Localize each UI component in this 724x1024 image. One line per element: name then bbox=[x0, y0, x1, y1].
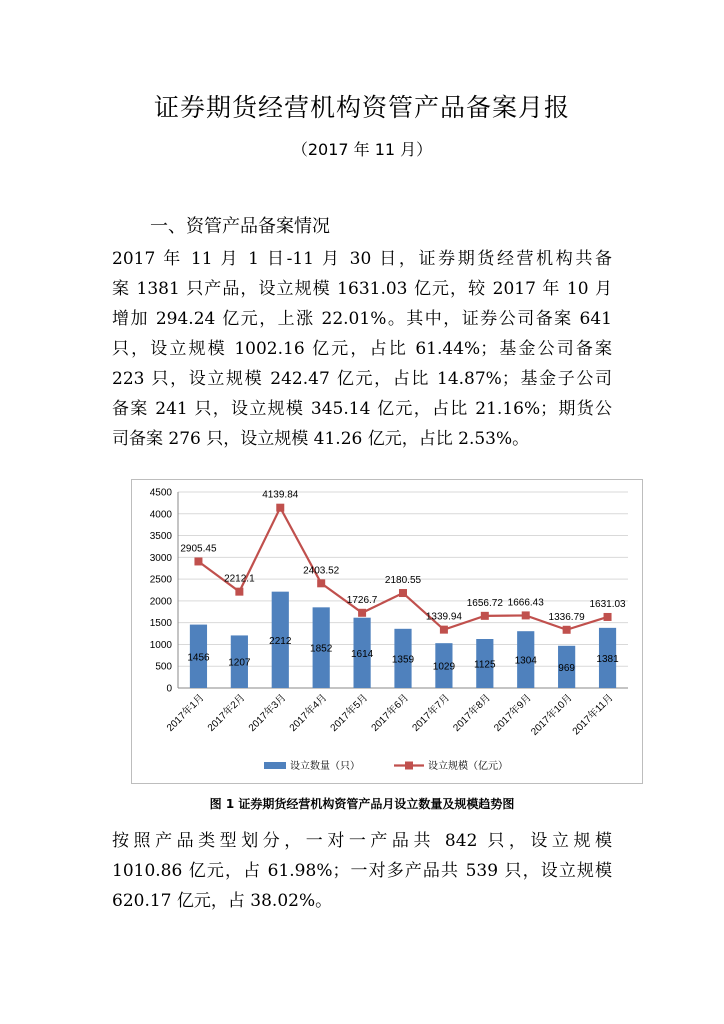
line-marker bbox=[358, 609, 366, 617]
summary-paragraph bbox=[112, 244, 612, 454]
y-tick-label: 2000 bbox=[149, 596, 172, 608]
figure-caption: 图 1 证券期货经营机构资管产品月设立数量及规模趋势图 bbox=[209, 797, 515, 811]
bar-data-label: 969 bbox=[558, 662, 575, 674]
x-category-label: 2017年3月 bbox=[246, 692, 289, 734]
x-category-label: 2017年8月 bbox=[451, 692, 493, 734]
line-marker bbox=[522, 611, 530, 619]
paragraph-line: 增加 294.24 亿元，上涨 22.01%。其中，证券公司备案 641 bbox=[112, 309, 612, 329]
line-data-label: 2212.1 bbox=[224, 573, 255, 585]
paragraph-line: 只，设立规模 1002.16 亿元，占比 61.44%；基金公司备案 bbox=[112, 339, 612, 359]
line-marker bbox=[317, 579, 325, 587]
x-category-label: 2017年7月 bbox=[410, 692, 453, 734]
x-category-label: 2017年6月 bbox=[369, 692, 412, 734]
bar-data-label: 1207 bbox=[228, 657, 251, 669]
bar-data-label: 1456 bbox=[187, 652, 210, 664]
y-tick-label: 3000 bbox=[149, 552, 172, 564]
y-tick-label: 0 bbox=[166, 683, 172, 695]
line-marker bbox=[604, 613, 612, 621]
line-data-label: 1336.79 bbox=[548, 611, 585, 623]
line-data-label: 2905.45 bbox=[180, 543, 217, 555]
bar-data-label: 1359 bbox=[391, 654, 415, 666]
line-data-label: 2403.52 bbox=[303, 565, 340, 577]
legend-line-marker bbox=[405, 762, 413, 770]
y-tick-label: 4500 bbox=[149, 487, 172, 499]
x-category-label: 2017年4月 bbox=[287, 692, 330, 734]
line-data-label: 1666.43 bbox=[507, 597, 544, 609]
legend-line-label: 设立规模（亿元） bbox=[428, 761, 508, 772]
line-data-label: 1656.72 bbox=[466, 597, 503, 609]
legend-bar-swatch bbox=[264, 762, 286, 769]
y-tick-label: 4000 bbox=[149, 509, 172, 521]
x-category-label: 2017年1月 bbox=[164, 692, 207, 734]
bar-data-label: 1304 bbox=[514, 655, 537, 667]
bar-data-label: 1125 bbox=[474, 659, 496, 671]
paragraph-line: 司备案 276 只，设立规模 41.26 亿元，占比 2.53%。 bbox=[112, 429, 530, 449]
x-category-label: 2017年2月 bbox=[205, 692, 248, 734]
line-marker bbox=[194, 557, 202, 565]
bar-data-label: 2212 bbox=[269, 635, 292, 647]
report-period: （2017 年 11 月） bbox=[291, 140, 433, 159]
bar-data-label: 1381 bbox=[596, 653, 619, 665]
line-marker bbox=[235, 588, 243, 596]
line-data-label: 1631.03 bbox=[589, 598, 626, 610]
x-category-label: 2017年5月 bbox=[328, 692, 371, 734]
product-type-paragraph bbox=[112, 826, 612, 916]
paragraph-line: 223 只，设立规模 242.47 亿元，占比 14.87%；基金子公司 bbox=[112, 369, 612, 389]
paragraph-line: 1010.86 亿元，占 61.98%；一对多产品共 539 只，设立规模 bbox=[112, 861, 612, 881]
line-marker bbox=[276, 504, 284, 512]
line-marker bbox=[399, 589, 407, 597]
x-category-label: 2017年10月 bbox=[529, 692, 575, 738]
line-marker bbox=[481, 612, 489, 620]
line-marker bbox=[563, 626, 571, 634]
y-tick-label: 1000 bbox=[149, 639, 172, 651]
bar-data-label: 1614 bbox=[350, 648, 374, 660]
line-data-label: 2180.55 bbox=[384, 575, 422, 587]
y-tick-label: 2500 bbox=[149, 574, 172, 586]
line-marker bbox=[440, 626, 448, 634]
paragraph-line: 2017 年 11 月 1 日-11 月 30 日，证券期货经营机构共备 bbox=[112, 249, 612, 269]
line-data-label: 4139.84 bbox=[262, 489, 299, 501]
x-category-label: 2017年11月 bbox=[570, 692, 616, 738]
paragraph-line: 案 1381 只产品，设立规模 1631.03 亿元，较 2017 年 10 月 bbox=[112, 279, 612, 299]
line-data-label: 1726.7 bbox=[346, 594, 378, 606]
bar-data-label: 1852 bbox=[310, 643, 333, 655]
line-scale bbox=[198, 508, 607, 630]
trend-chart bbox=[131, 479, 643, 784]
y-tick-label: 3500 bbox=[149, 531, 172, 543]
line-data-label: 1339.94 bbox=[425, 611, 462, 623]
bar-data-label: 1029 bbox=[432, 661, 456, 673]
x-category-label: 2017年9月 bbox=[492, 692, 534, 734]
y-tick-label: 1500 bbox=[149, 618, 172, 630]
section-heading: 一、资管产品备案情况 bbox=[150, 216, 330, 237]
report-title: 证券期货经营机构资管产品备案月报 bbox=[153, 93, 570, 122]
legend-bar-label: 设立数量（只） bbox=[290, 761, 360, 772]
y-tick-label: 500 bbox=[155, 661, 172, 673]
paragraph-line: 备案 241 只，设立规模 345.14 亿元，占比 21.16%；期货公 bbox=[112, 399, 612, 419]
paragraph-line: 620.17 亿元，占 38.02%。 bbox=[112, 891, 333, 911]
paragraph-line: 按照产品类型划分，一对一产品共 842 只，设立规模 bbox=[112, 831, 612, 851]
chart-canvas bbox=[132, 480, 642, 783]
